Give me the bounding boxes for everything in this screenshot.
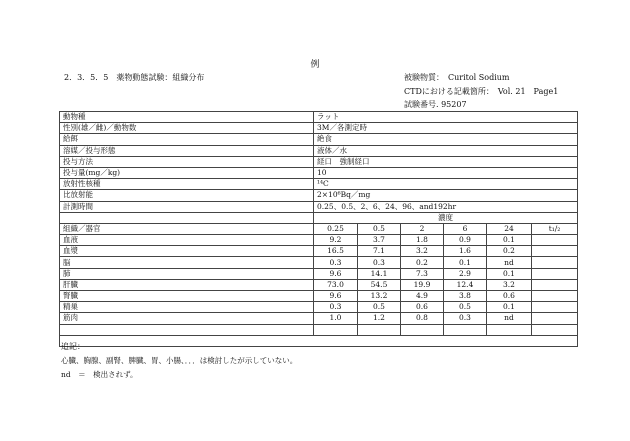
empty-cell — [487, 324, 532, 335]
half-life-cell — [532, 268, 578, 279]
value-cell: 0.6 — [487, 291, 532, 302]
info-row — [60, 156, 578, 167]
value-cell: 16.5 — [314, 246, 358, 257]
tissue-name: 筋肉 — [60, 313, 314, 324]
time-header-row — [60, 223, 578, 234]
page-title: 例 — [310, 60, 320, 70]
value-cell: 0.3 — [444, 313, 487, 324]
tissue-name: 血漿 — [60, 246, 314, 257]
note-nd-definition: nd ＝ 検出されず。 — [61, 370, 138, 379]
time-header: 0.5 — [358, 223, 401, 234]
empty-cell — [314, 324, 358, 335]
info-label: 性別(雄／雌)／動物数 — [60, 123, 314, 134]
value-cell: 54.5 — [358, 279, 401, 290]
empty-cell — [60, 335, 578, 346]
half-life-cell — [532, 246, 578, 257]
tissue-name: 肝臓 — [60, 279, 314, 290]
empty-cell — [358, 324, 401, 335]
value-cell: 4.9 — [401, 291, 444, 302]
info-row — [60, 145, 578, 156]
info-value: 液体／水 — [314, 145, 578, 156]
blank-cell — [60, 212, 314, 223]
info-label: 投与方法 — [60, 156, 314, 167]
tissue-row — [60, 302, 578, 313]
value-cell: 9.6 — [314, 268, 358, 279]
tissue-name: 脳 — [60, 257, 314, 268]
info-label: 動物種 — [60, 112, 314, 123]
value-cell: 3.2 — [401, 246, 444, 257]
section-title: 2．3．5．5 薬物動態試験：組織分布 — [64, 73, 205, 82]
empty-row — [60, 324, 578, 335]
half-life-cell — [532, 257, 578, 268]
value-cell: 0.1 — [487, 235, 532, 246]
value-cell: 7.3 — [401, 268, 444, 279]
notes-label: 追記： — [61, 342, 85, 351]
empty-cell — [401, 324, 444, 335]
value-cell: 0.1 — [487, 268, 532, 279]
value-cell: 1.8 — [401, 235, 444, 246]
tissue-name: 肺 — [60, 268, 314, 279]
tissue-row — [60, 291, 578, 302]
value-cell: 7.1 — [358, 246, 401, 257]
value-cell: nd — [487, 257, 532, 268]
info-label: 投与量(mg／kg) — [60, 167, 314, 178]
tissue-header: 組織／器官 — [60, 223, 314, 234]
half-life-cell — [532, 235, 578, 246]
note-omitted-tissues: 心臓、胸腺、副腎、脾臓、胃、小腸、．．．は検討したが示していない。 — [61, 356, 298, 365]
empty-cell — [444, 324, 487, 335]
info-label: 給餌 — [60, 134, 314, 145]
value-cell: 2.9 — [444, 268, 487, 279]
value-cell: 0.1 — [444, 257, 487, 268]
study-number: 試験番号. 95207 — [404, 100, 467, 109]
time-header: 24 — [487, 223, 532, 234]
value-cell: 0.3 — [314, 257, 358, 268]
value-cell: 12.4 — [444, 279, 487, 290]
value-cell: 3.2 — [487, 279, 532, 290]
info-row — [60, 134, 578, 145]
tissue-name: 血液 — [60, 235, 314, 246]
info-label: 放射性核種 — [60, 179, 314, 190]
empty-cell — [532, 324, 578, 335]
value-cell: 1.0 — [314, 313, 358, 324]
tissue-name: 精巣 — [60, 302, 314, 313]
info-row — [60, 179, 578, 190]
tissue-row — [60, 313, 578, 324]
time-header: 2 — [401, 223, 444, 234]
info-value: 経口 強制経口 — [314, 156, 578, 167]
info-value: 絶食 — [314, 134, 578, 145]
info-value: 3M／各測定時 — [314, 123, 578, 134]
value-cell: 0.3 — [314, 302, 358, 313]
value-cell: 0.3 — [358, 257, 401, 268]
empty-cell — [60, 324, 314, 335]
value-cell: 19.9 — [401, 279, 444, 290]
value-cell: 9.2 — [314, 235, 358, 246]
value-cell: 9.6 — [314, 291, 358, 302]
value-cell: 0.6 — [401, 302, 444, 313]
info-label: 計測時間 — [60, 201, 314, 212]
value-cell: 0.9 — [444, 235, 487, 246]
value-cell: 0.2 — [401, 257, 444, 268]
tissue-name: 腎臓 — [60, 291, 314, 302]
value-cell: 73.0 — [314, 279, 358, 290]
tissue-row — [60, 268, 578, 279]
info-row — [60, 190, 578, 201]
tissue-row — [60, 257, 578, 268]
value-cell: 0.1 — [487, 302, 532, 313]
info-row — [60, 167, 578, 178]
half-life-cell — [532, 302, 578, 313]
empty-row — [60, 335, 578, 346]
tissue-row — [60, 235, 578, 246]
value-cell: nd — [487, 313, 532, 324]
ctd-location: CTDにおける記載箇所： Vol. 21 Page1 — [404, 87, 559, 96]
info-value: ¹⁴C — [314, 179, 578, 190]
half-life-cell — [532, 279, 578, 290]
half-life-cell — [532, 291, 578, 302]
value-cell: 0.2 — [487, 246, 532, 257]
value-cell: 3.8 — [444, 291, 487, 302]
value-cell: 0.5 — [358, 302, 401, 313]
tissue-row — [60, 279, 578, 290]
value-cell: 1.6 — [444, 246, 487, 257]
info-label: 比放射能 — [60, 190, 314, 201]
test-substance: 被験物質： Curitol Sodium — [404, 73, 510, 82]
value-cell: 1.2 — [358, 313, 401, 324]
info-row — [60, 201, 578, 212]
time-header: 0.25 — [314, 223, 358, 234]
info-row — [60, 112, 578, 123]
value-cell: 13.2 — [358, 291, 401, 302]
info-value: 0.25、0.5、2、6、24、96、and192hr — [314, 201, 578, 212]
info-value: 2×10⁶Bq／mg — [314, 190, 578, 201]
concentration-header: 濃度 — [314, 212, 578, 223]
value-cell: 3.7 — [358, 235, 401, 246]
tissue-row — [60, 246, 578, 257]
value-cell: 0.5 — [444, 302, 487, 313]
value-cell: 0.8 — [401, 313, 444, 324]
info-label: 溶媒／投与形態 — [60, 145, 314, 156]
info-row — [60, 123, 578, 134]
info-value: 10 — [314, 167, 578, 178]
time-header: 6 — [444, 223, 487, 234]
info-value: ラット — [314, 112, 578, 123]
tissue-distribution-table — [59, 111, 578, 347]
half-life-header: t₁/₂ — [532, 223, 578, 234]
value-cell: 14.1 — [358, 268, 401, 279]
concentration-header-row — [60, 212, 578, 223]
half-life-cell — [532, 313, 578, 324]
